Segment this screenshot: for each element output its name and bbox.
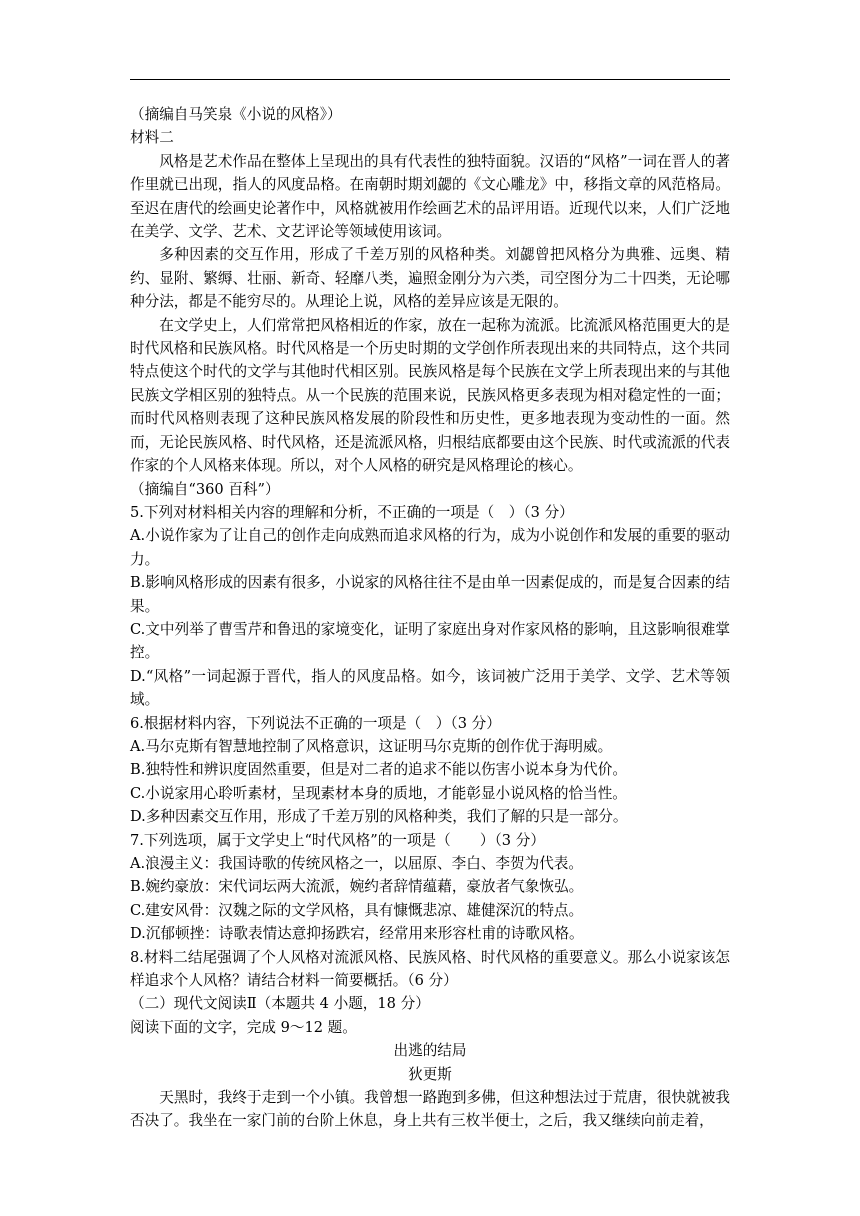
material-two-paragraph-1: 风格是艺术作品在整体上呈现出的具有代表性的独特面貌。汉语的“风格”一词在晋人的著作里就已出现，指人的风度品格。在南朝时期刘勰的《文心雕龙》中，移指文章的风范格局。至迟在唐代的绘画史论著作中，风格就被用作绘画艺术的品评用语。近现代以来，人们广泛地在美学、文学、艺术、文艺评论等领域使用该词。 <box>130 152 730 241</box>
story-title: 出逃的结局 <box>393 1042 467 1060</box>
question-7-option-a: A.浪漫主义：我国诗歌的传统风格之一，以屈原、李白、李贺为代表。 <box>130 855 583 872</box>
question-5-option-a: A.小说作家为了让自己的创作走向成熟而追求风格的行为，成为小说创作和发展的重要的驱动力。 <box>130 527 730 568</box>
question-6-option-b: B.独特性和辨识度固然重要，但是对二者的追求不能以伤害小说本身为代价。 <box>130 761 627 779</box>
question-7-option-b: B.婉约豪放：宋代词坛两大流派，婉约者辞情蕴藉，豪放者气象恢弘。 <box>130 878 584 896</box>
question-7-option-c: C.建安风骨：汉魏之际的文学风格，具有慷慨悲凉、雄健深沉的特点。 <box>130 901 584 919</box>
material-two-paragraph-3: 在文学史上，人们常常把风格相近的作家，放在一起称为流派。比流派风格范围更大的是时代风格和民族风格。时代风格是一个历史时期的文学创作所表现出来的共同特点，这个共同特点使这个时代的文学与其他时代相区别。民族风格是每个民族在文学上所表现出来的与其他民族文学相区别的独特点。从一个民族的范围来说，民族风格更多表现为相对稳定性的一面；而时代风格则表现了这种民族风格发展的阶段性和历史性，更多地表现为变动性的一面。然而，无论民族风格、时代风格，还是流派风格，归根结底都要由这个民族、时代或流派的代表作家的个人风格来体现。所以，对个人风格的研究是风格理论的核心。 <box>130 316 730 475</box>
story-paragraph-1: 天黑时，我终于走到一个小镇。我曾想一路跑到多佛，但这种想法过于荒唐，很快就被我否决了。我坐在一家门前的台阶上休息，身上共有三枚半便士，之后，我又继续向前走着， <box>130 1089 730 1130</box>
story-author: 狄更斯 <box>408 1065 452 1083</box>
material-two-paragraph-2: 多种因素的交互作用，形成了千差万别的风格种类。刘勰曾把风格分为典雅、远奥、精约、显附、繁缛、壮丽、新奇、轻靡八类，遍照金刚分为六类，司空图分为二十四类，无论哪种分法，都是不能穷尽的。从理论上说，风格的差异应该是无限的。 <box>130 246 730 311</box>
reading-instruction: 阅读下面的文字，完成 9～12 题。 <box>130 1018 357 1036</box>
question-8: 8.材料二结尾强调了个人风格对流派风格、民族风格、时代风格的重要意义。那么小说家该怎样追求个人风格？请结合材料一简要概括。（6 分） <box>130 948 730 990</box>
section-two-heading: （二）现代文阅读Ⅱ（本题共 4 小题，18 分） <box>130 995 430 1013</box>
question-5-option-b: B.影响风格形成的因素有很多，小说家的风格往往不是由单一因素促成的，而是复合因素的结果。 <box>130 574 730 615</box>
question-6: 6.根据材料内容，下列说法不正确的一项是（ ）（3 分） <box>130 714 501 732</box>
question-5: 5.下列对材料相关内容的理解和分析，不正确的一项是（ ）（3 分） <box>130 503 574 521</box>
question-6-option-d: D.多种因素交互作用，形成了千差万别的风格种类，我们了解的只是一部分。 <box>130 808 628 826</box>
question-7-option-d: D.沉郁顿挫：诗歌表情达意抑扬跌宕，经常用来形容杜甫的诗歌风格。 <box>130 925 584 943</box>
source-note-1: （摘编自马笑泉《小说的风格》） <box>130 106 342 123</box>
question-6-option-a: A.马尔克斯有智慧地控制了风格意识，这证明马尔克斯的创作优于海明威。 <box>130 737 613 755</box>
question-7: 7.下列选项，属于文学史上“时代风格”的一项是（ ）（3 分） <box>130 831 545 849</box>
source-note-2: （摘编自“360 百科”） <box>130 480 280 498</box>
question-5-option-c: C.文中列举了曹雪芹和鲁迅的家境变化，证明了家庭出身对作家风格的影响，且这影响很难掌控。 <box>130 620 730 662</box>
question-6-option-c: C.小说家用心聆听素材，呈现素材本身的质地，才能彰显小说风格的恰当性。 <box>130 784 627 802</box>
question-5-option-d: D.“风格”一词起源于晋代，指人的风度品格。如今，该词被广泛用于美学、文学、艺术等领域。 <box>130 667 730 709</box>
document-body <box>130 103 730 1133</box>
header-rule <box>130 79 730 80</box>
material-two-heading: 材料二 <box>130 129 174 147</box>
